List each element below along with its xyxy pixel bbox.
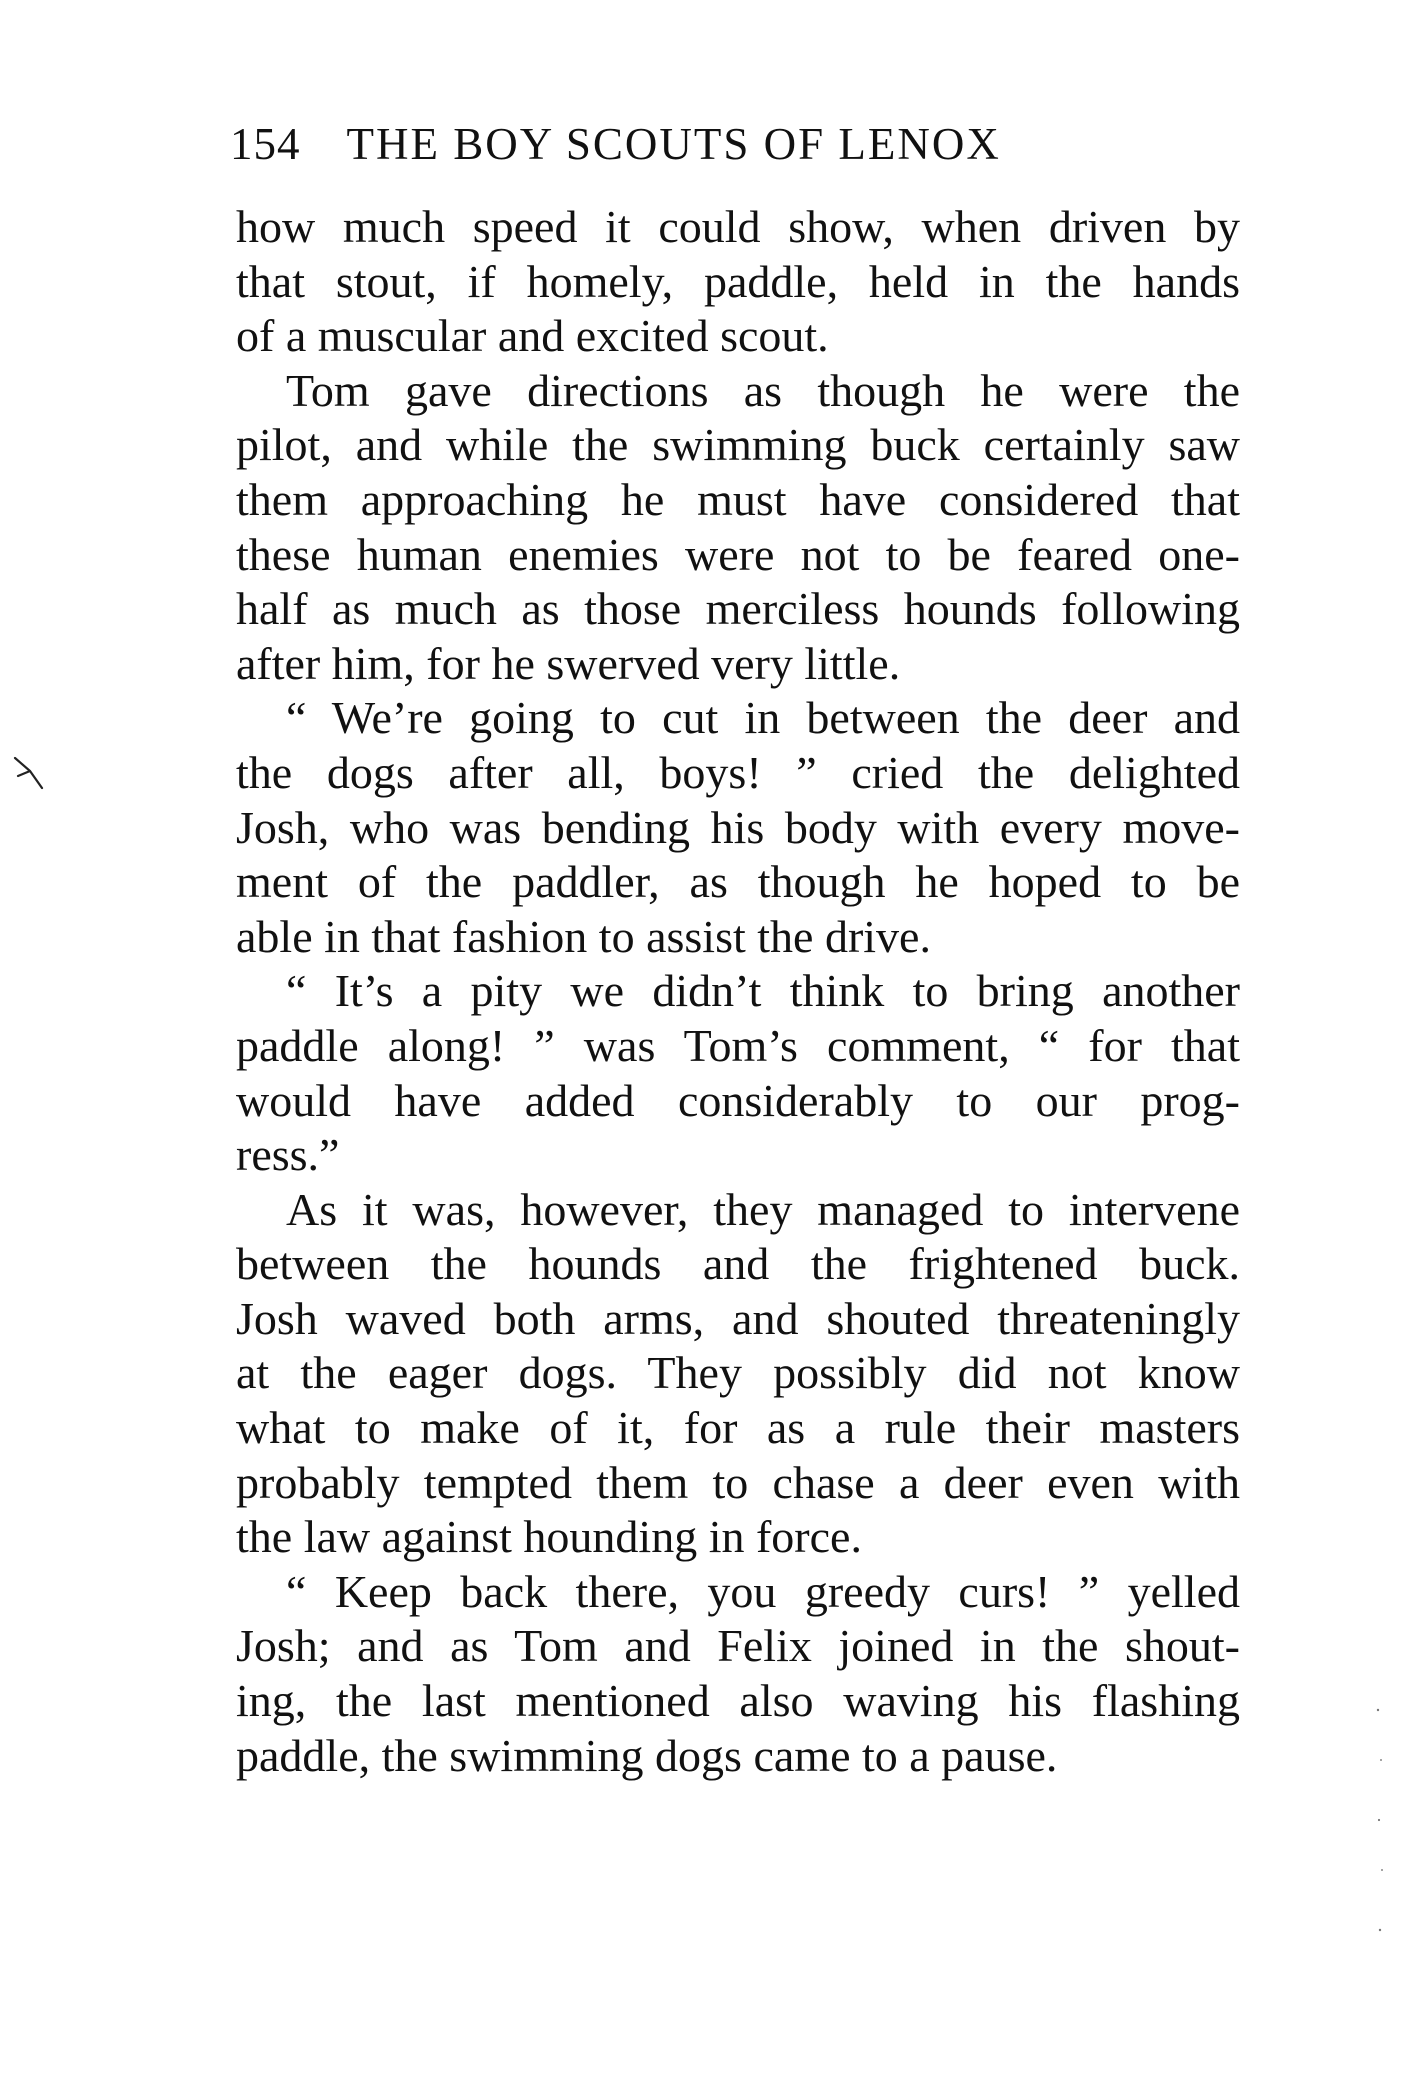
text-line: between the hounds and the frightened buck. <box>236 1238 1240 1290</box>
text-line: what to make of it, for as a rule their masters <box>236 1402 1240 1454</box>
text-line: Josh waved both arms, and shouted threateningly <box>236 1292 1240 1344</box>
book-title: THE BOY SCOUTS OF LENOX <box>346 119 1001 169</box>
text-line: ing, the last mentioned also waving his flashing <box>236 1675 1240 1727</box>
text-line: Josh; and as Tom and Felix joined in the shout- <box>236 1620 1240 1672</box>
text-line: probably tempted them to chase a deer even with <box>236 1456 1240 1508</box>
text-line: of a muscular and excited scout. <box>236 310 829 362</box>
text-line: paddle, the swimming dogs came to a pause. <box>236 1729 1058 1781</box>
text-line: ment of the paddler, as though he hoped to be <box>236 856 1240 908</box>
text-line: would have added considerably to our prog- <box>236 1074 1240 1126</box>
text-line: half as much as those merciless hounds following <box>236 583 1240 635</box>
text-line: able in that fashion to assist the drive. <box>236 910 931 962</box>
text-line: Tom gave directions as though he were the <box>286 364 1240 416</box>
text-line: “ Keep back there, you greedy curs! ” yelled <box>286 1565 1240 1617</box>
text-line: the dogs after all, boys! ” cried the delighted <box>236 746 1240 798</box>
text-line: them approaching he must have considered that <box>236 473 1240 525</box>
text-line: after him, for he swerved very little. <box>236 637 901 689</box>
text-line: these human enemies were not to be feared one- <box>236 528 1240 580</box>
text-line: Josh, who was bending his body with every move- <box>236 801 1240 853</box>
text-line: at the eager dogs. They possibly did not know <box>236 1347 1240 1399</box>
text-line: As it was, however, they managed to intervene <box>286 1183 1240 1235</box>
text-line: ress.” <box>236 1129 340 1181</box>
text-line: “ We’re going to cut in between the deer and <box>286 692 1240 744</box>
text-line: that stout, if homely, paddle, held in the hands <box>236 255 1240 307</box>
margin-pencil-mark <box>12 752 46 792</box>
text-line: paddle along! ” was Tom’s comment, “ for that <box>236 1019 1240 1071</box>
text-line: “ It’s a pity we didn’t think to bring another <box>286 965 1240 1017</box>
page-number: 154 <box>230 119 301 169</box>
running-head <box>230 118 1240 188</box>
text-line: the law against hounding in force. <box>236 1511 862 1563</box>
body-text <box>236 200 1240 1783</box>
margin-specks <box>1370 1700 1390 1950</box>
text-line: pilot, and while the swimming buck certainly saw <box>236 419 1240 471</box>
text-line: how much speed it could show, when driven by <box>236 201 1240 252</box>
